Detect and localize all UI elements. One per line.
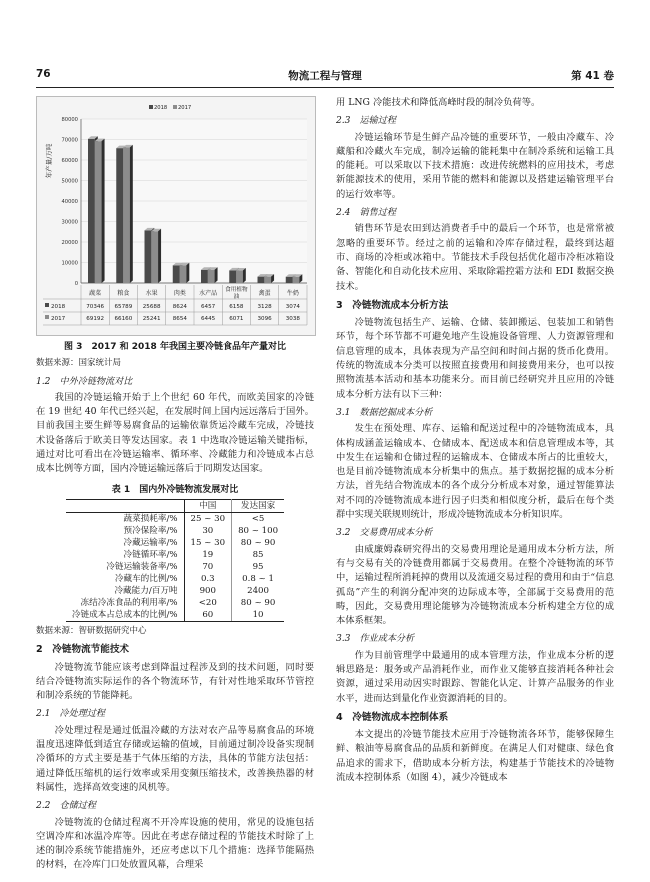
section-2-4-heading: 2.4 销售过程: [336, 208, 396, 219]
table-row-label: 冻结冷冻食品的利用率/%: [66, 597, 184, 609]
table-row-label: 预冷保险率/%: [66, 525, 184, 537]
y-tick-label: 60000: [61, 158, 78, 164]
table-cell-foreign: <5: [251, 513, 265, 524]
x-tick-label: 油: [233, 294, 240, 300]
section-2-1-heading: 2.1 冷处理过程: [36, 709, 106, 720]
paragraph: 冷链物流的仓储过程离不开冷库设施的使用，常见的设施包括空调冷库和冰温冷库等。因此在考虑存储过程的节能技术时除了上述的制冷系统节能措施外，还应考虑以下几个措施：选择节能隔热的材料，在冷库门口处放置风幕，合理采: [36, 816, 314, 871]
figure-caption: 图 3 2017 和 2018 年我国主要冷链食品年产量对比: [64, 342, 286, 352]
x-tick-label: 水果: [145, 290, 158, 297]
section-4-heading: 4 冷链物流成本控制体系: [336, 711, 449, 723]
section-3-1-heading: 3.1 数据挖掘成本分析: [336, 407, 433, 418]
table-cell-domestic: 15 ~ 30: [184, 537, 232, 549]
table-cell-domestic: 19: [184, 549, 232, 561]
table-row-label: 冷链循环率/%: [66, 549, 184, 561]
data-table-value: 70346: [86, 304, 105, 310]
table-cell-foreign: 80 ~ 90: [240, 597, 276, 608]
section-3-2-heading: 3.2 交易费用成本分析: [336, 528, 433, 539]
legend-swatch: [45, 315, 49, 319]
data-table-value: 6158: [229, 304, 244, 310]
bar: [201, 270, 208, 283]
data-table-value: 65789: [114, 304, 133, 310]
y-tick-label: 80000: [61, 117, 78, 123]
paragraph: 冷链物流包括生产、运输、仓储、装卸搬运、包装加工和销售环节，每个环节都不可避免地产生设施设备管理、人力资源管理和信息管理的成本，具体表现为产品空间和时间占据的货币化费用。传统的物流成本分类可以按照直接费用和间接费用来分，也可以按照物流基本活动和基本功能来分。而目前已经研究并且应用的冷链成本分析方法有以下三种：: [336, 317, 614, 400]
table-header-domestic: 中国: [184, 499, 232, 512]
bar-side: [130, 145, 133, 283]
data-table-value: 25688: [142, 304, 161, 310]
table-header-blank: [66, 499, 184, 512]
table-row: [66, 525, 284, 537]
table-cell-foreign: 95: [252, 561, 264, 572]
data-table-value: 6457: [201, 304, 216, 310]
table-cell-foreign: 80 ~ 90: [240, 537, 276, 548]
legend-label: 2017: [178, 105, 192, 111]
table-row-label: 蔬菜损耗率/%: [66, 512, 184, 525]
table-1-body: [66, 512, 284, 621]
x-tick-label: 食用植物: [225, 287, 248, 293]
figure-3-chart: [36, 96, 316, 336]
table-row-label: 冷藏运输率/%: [66, 537, 184, 549]
table-header-foreign: 发达国家: [232, 499, 285, 512]
y-tick-label: 20000: [61, 240, 78, 246]
table-cell-foreign: 0.8 ~ 1: [242, 573, 274, 584]
data-table-value: 3074: [285, 304, 300, 310]
table-cell-foreign: 80 ~ 100: [238, 525, 279, 536]
paragraph: 作为目前管理学中最通用的成本管理方法，作业成本分析的逻辑思路是：服务或产品消耗作业，而作业又能够直接消耗各种社会资源，通过采用动因实时跟踪、智能化认定、计算产品服务的作业水平，进而达到量化作业资源消耗的目的。: [336, 649, 614, 704]
volume-label: 第 41 卷: [571, 70, 614, 82]
right-column: [336, 96, 614, 785]
table-cell-foreign: 85: [252, 549, 264, 560]
table-row: [66, 609, 284, 622]
bar: [286, 277, 293, 283]
table-cell-domestic: 30: [184, 525, 232, 537]
table-row: [66, 537, 284, 549]
bar: [88, 139, 95, 283]
x-tick-label: 粮食: [117, 290, 130, 297]
data-table-value: 66160: [114, 316, 133, 322]
legend-swatch: [173, 105, 177, 109]
y-tick-label: 0: [74, 281, 78, 287]
section-2-2-heading: 2.2 仓储过程: [36, 801, 96, 812]
bar: [151, 231, 158, 283]
table-cell-domestic: 70: [184, 561, 232, 573]
page-number: 76: [36, 68, 51, 80]
table-row-label: 冷链成本占总成本的比例/%: [66, 609, 184, 622]
y-tick-label: 50000: [61, 178, 78, 185]
table-cell-foreign: 10: [232, 609, 285, 622]
data-table-row-label: 2018: [51, 304, 66, 310]
y-axis-label: 年产量/万吨: [45, 143, 53, 179]
section-1-2-heading: 1.2 中外冷链物流对比: [36, 376, 133, 387]
table-row: [66, 549, 284, 561]
table-1-caption: 表 1 国内外冷链物流发展对比: [111, 484, 239, 495]
running-head: [36, 68, 614, 88]
x-tick-label: 牛奶: [286, 290, 299, 297]
y-tick-label: 40000: [61, 199, 78, 205]
y-tick-label: 30000: [61, 219, 78, 226]
bar: [208, 270, 215, 283]
data-table-value: 6071: [229, 316, 244, 322]
paragraph: 销售环节是农田到达消费者手中的最后一个环节，也是常常被忽略的重要环节。经过之前的运输和冷库存储过程，最终到达超市、商场的冷柜或冰箱中。节能技术手段包括优化超市冷柜冰箱设备、智能化和自动化技术应用、采取除霜控霜方法和 EDI 数据交换技术。: [336, 223, 614, 292]
paragraph: 发生在预处理、库存、运输和配送过程中的冷链物流成本，具体构成涵盖运输成本、仓储成本、配送成本和信息管理成本等，其中发生在运输和仓储过程的运输成本、仓储成本所占的比重较大，也是目前冷链物流成本分析集中的焦点。基于数据挖掘的成本分析方法，首先结合物流成本的各个成分分析成本对象，通过智能算法对不同的冷链物流成本进行因子归类和相似度分析，最后在每个类群中实现关联规则统计，形成冷链物流成本分析知识库。: [336, 423, 614, 521]
data-table-value: 8654: [172, 316, 187, 322]
x-tick-label: 肉类: [173, 290, 186, 297]
bar: [293, 277, 300, 283]
table-cell-domestic: <20: [184, 597, 232, 609]
x-tick-label: 水产品: [199, 290, 218, 297]
paragraph: 由威廉姆森研究得出的交易费用理论是通用成本分析方法，所有与交易有关的冷链费用都属于交易费用。在整个冷链物流的环节中，运输过程所消耗掉的费用以及流通交易过程的费用和由于“信息孤岛”产生的利润分配冲突的边际成本等，全部属于交易费用的范畴，因此，交易费用理论能够为冷链物流成本分析构建全方位的成本体系框架。: [336, 543, 614, 627]
table-cell-foreign: 2400: [247, 585, 269, 596]
bar: [236, 271, 243, 283]
table-1: [66, 499, 284, 622]
table-cell-domestic: 60: [184, 609, 232, 622]
table-row: [66, 561, 284, 573]
data-table-value: 8624: [172, 304, 187, 310]
data-table-value: 3038: [285, 316, 300, 322]
x-tick-label: 蔬菜: [89, 290, 102, 297]
paragraph: 本文提出的冷链节能技术应用于冷链物流各环节，能够保障生鲜、粮油等易腐食品的品质和新鲜度。在满足人们对健康、绿色食品追求的需求下，借助成本分析方法，构建基于节能技术的冷链物流成本控制体系（如图 4），减少冷链成本: [336, 729, 614, 784]
paragraph: 冷处理过程是通过低温冷藏的方法对农产品等易腐食品的环境温度迅速降低到适宜存储或运输的值域，目前通过制冷设备实现制冷循环的方式主要是基于气体压缩的方法，具体的节能方法包括：通过降低压缩机的运行效率或采用变频压缩技术，改善换热器的材料属性，选择高效变速的风机等。: [36, 724, 314, 793]
bar: [145, 230, 152, 283]
bar-chart: [37, 97, 315, 335]
bar: [229, 270, 236, 283]
figure-source: 数据来源：国家统计局: [36, 358, 122, 369]
table-cell-domestic: 0.3: [184, 573, 232, 585]
bar: [258, 277, 265, 283]
legend-swatch: [45, 303, 49, 307]
table-cell-domestic: 25 ~ 30: [184, 512, 232, 525]
y-tick-label: 70000: [61, 137, 78, 144]
table-row-label: 冷链运输装备率/%: [66, 561, 184, 573]
section-3-heading: 3 冷链物流成本分析方法: [336, 299, 449, 311]
bar-side: [243, 268, 246, 283]
data-table-value: 6445: [201, 316, 216, 322]
data-table-value: 69192: [86, 316, 105, 322]
table-row-label: 冷藏车的比例/%: [66, 573, 184, 585]
bar-side: [102, 139, 105, 283]
table-cell-domestic: 900: [184, 585, 232, 597]
x-tick-label: 禽蛋: [258, 290, 271, 297]
table-row: [66, 573, 284, 585]
data-table-value: 25241: [142, 316, 161, 322]
table-row: [66, 597, 284, 609]
paragraph: 冷链物流节能应该考虑到降温过程涉及到的技术问题，同时要结合冷链物流实际运作的各个物流环节，有针对性地采取环节管控和制冷系统的节能降耗。: [36, 661, 314, 702]
bar: [95, 141, 102, 283]
bar-side: [158, 229, 161, 283]
journal-title: 物流工程与管理: [288, 70, 362, 82]
paragraph: 冷链运输环节是生鲜产品冷链的重要环节，一般由冷藏车、冷藏船和冷藏火车完成，制冷运输的能耗集中在制冷系统和运输工具的能耗。可以采取以下技术措施：改进传统燃料的应用技术，考虑新能源技术的使用，采用节能的燃料和能源以及搭建运输管理平台的运行效率等。: [336, 131, 614, 200]
table-row-label: 冷藏能力/百万吨: [66, 585, 184, 597]
bar-side: [215, 267, 218, 283]
paragraph: 用 LNG 冷能技术和降低高峰时段的制冷负荷等。: [336, 97, 541, 108]
left-column: [36, 96, 314, 873]
data-table-row-label: 2017: [51, 316, 66, 322]
table-row: [66, 512, 284, 525]
bar: [264, 277, 271, 283]
table-row: [66, 585, 284, 597]
y-tick-label: 10000: [61, 260, 78, 267]
legend-swatch: [149, 105, 153, 109]
bar: [116, 148, 123, 283]
data-table-value: 3128: [257, 304, 272, 310]
table-source: 数据来源：智研数据研究中心: [36, 625, 147, 636]
bar-side: [186, 263, 189, 283]
legend-label: 2018: [154, 105, 168, 111]
section-2-heading: 2 冷链物流节能技术: [36, 644, 130, 656]
bar: [180, 265, 187, 283]
bar: [123, 147, 130, 283]
header-rule: [36, 87, 614, 88]
section-2-3-heading: 2.3 运输过程: [336, 116, 396, 127]
paragraph: 我国的冷链运输开始于上个世纪 60 年代，而欧美国家的冷链在 19 世纪 40 年代已经兴起，在发展时间上国内远远落后于国外。目前我国主要生鲜等易腐食品的运输依靠货运冷藏车完成，冷链技术设备落后于欧美日等发达国家。表 1 中选取冷链运输关键指标，通过对比可看出在冷链运输率、循环率、冷藏能力和冷链成本占总成本比例等方面，国内冷链运输远落后于同期发达国家。: [36, 391, 314, 475]
bar: [173, 265, 180, 283]
section-3-3-heading: 3.3 作业成本分析: [336, 634, 415, 645]
data-table-value: 3096: [257, 316, 272, 322]
